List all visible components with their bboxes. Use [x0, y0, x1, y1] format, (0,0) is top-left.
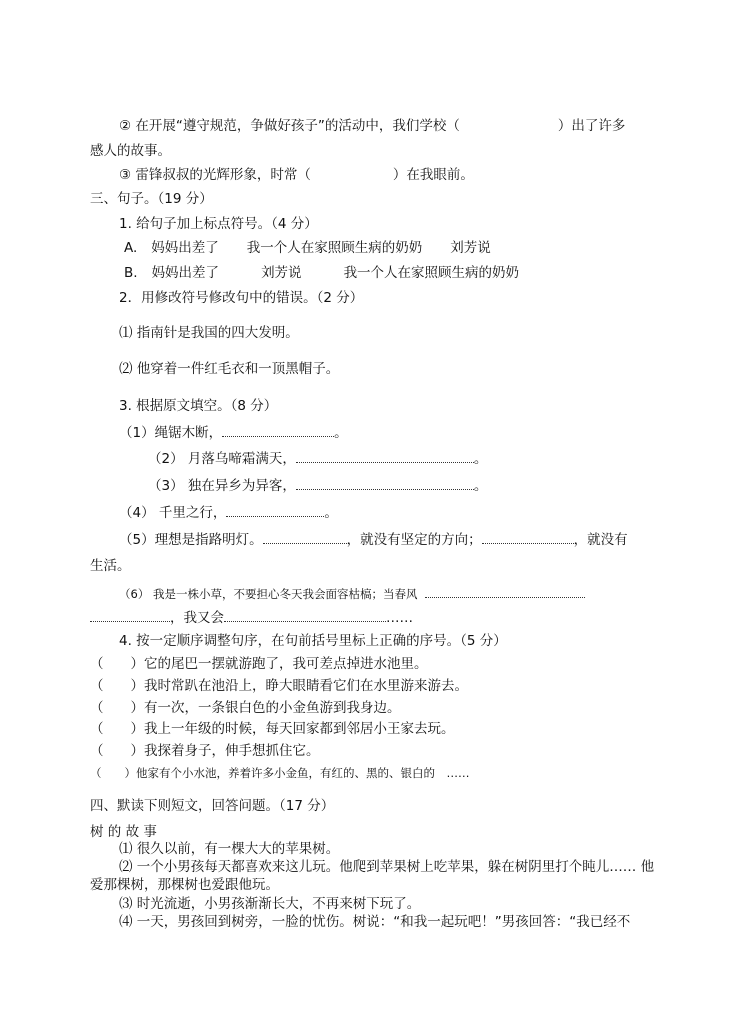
question-item-2: ② 在开展“遵守规范，争做好孩子”的活动中，我们学校（ ）出了许多	[119, 118, 626, 134]
q3-item-1: （1）绳锯木断， 。	[119, 425, 348, 441]
q3-title: 3. 根据原文填空。（8 分）	[119, 398, 278, 414]
story-paragraph-2: ⑵ 一个小男孩每天都喜欢来这儿玩。他爬到苹果树上吃苹果，躲在树阴里打个盹儿…… 他	[119, 859, 655, 875]
answer-blank[interactable]	[296, 450, 474, 463]
q4-item-3: （ ）有一次，一条银白色的小金鱼游到我身边。	[90, 700, 401, 716]
q3-item-5-cont: 生活。	[90, 558, 131, 574]
answer-blank[interactable]	[482, 531, 574, 544]
q3-item-4: （4） 千里之行， 。	[119, 505, 338, 521]
answer-blank[interactable]	[226, 504, 324, 517]
section-4-heading: 四、默读下则短文，回答问题。（17 分）	[90, 798, 335, 814]
story-paragraph-3: ⑶ 时光流逝，小男孩渐渐长大，不再来树下玩了。	[119, 896, 421, 912]
q1-option-b: B. 妈妈出差了 刘芳说 我一个人在家照顾生病的奶奶	[124, 265, 520, 281]
answer-blank[interactable]	[263, 531, 347, 544]
q4-item-1: （ ）它的尾巴一摆就游跑了，我可差点掉进水池里。	[90, 656, 428, 672]
order-bracket[interactable]: （ ）	[90, 656, 144, 672]
story-paragraph-4: ⑷ 一天，男孩回到树旁，一脸的忧伤。树说：“和我一起玩吧！”男孩回答：“我已经不	[119, 914, 631, 930]
order-bracket[interactable]: （ ）	[90, 721, 144, 737]
question-item-2-cont: 感人的故事。	[90, 143, 171, 159]
q4-item-4: （ ）我上一年级的时候，每天回家都到邻居小王家去玩。	[90, 721, 455, 737]
q4-title: 4. 按一定顺序调整句序，在句前括号里标上正确的序号。（5 分）	[119, 633, 507, 649]
q2-title: 2．用修改符号修改句中的错误。（2 分）	[119, 290, 364, 306]
q3-item-6-cont: ，我又会 ……	[90, 609, 413, 627]
story-paragraph-2-cont: 爱那棵树，那棵树也爱跟他玩。	[90, 877, 279, 893]
section-3-heading: 三、句子。（19 分）	[90, 191, 213, 207]
answer-blank[interactable]	[296, 477, 474, 490]
q3-item-2: （2） 月落乌啼霜满天， 。	[148, 451, 488, 467]
q3-item-6: （6） 我是一株小草，不要担心冬天我会面容枯槁；当春风	[119, 585, 585, 603]
answer-blank[interactable]	[224, 609, 386, 622]
q3-item-3: （3） 独在异乡为异客， 。	[148, 478, 488, 494]
q1-title: 1. 给句子加上标点符号。（4 分）	[119, 216, 318, 232]
q2-sentence-2: ⑵ 他穿着一件红毛衣和一顶黑帽子。	[119, 361, 340, 377]
question-item-3: ③ 雷锋叔叔的光辉形象，时常（ ）在我眼前。	[119, 167, 474, 183]
answer-blank[interactable]	[90, 609, 170, 622]
q4-item-6: （ ）他家有个小水池，养着许多小金鱼，有红的、黑的、银白的 ……	[90, 766, 470, 780]
order-bracket[interactable]: （ ）	[90, 743, 144, 759]
story-paragraph-1: ⑴ 很久以前，有一棵大大的苹果树。	[119, 841, 340, 857]
story-title: 树 的 故 事	[90, 824, 157, 840]
q1-option-a: A. 妈妈出差了 我一个人在家照顾生病的奶奶 刘芳说	[124, 240, 491, 256]
q3-item-5: （5）理想是指路明灯。 ，就没有坚定的方向； ，就没有	[119, 532, 628, 548]
q4-item-2: （ ）我时常趴在池沿上，睁大眼睛看它们在水里游来游去。	[90, 678, 468, 694]
order-bracket[interactable]: （ ）	[90, 700, 144, 716]
q2-sentence-1: ⑴ 指南针是我国的四大发明。	[119, 325, 299, 341]
q4-item-5: （ ）我探着身子，伸手想抓住它。	[90, 743, 320, 759]
answer-blank[interactable]	[425, 585, 585, 598]
order-bracket[interactable]: （ ）	[90, 766, 136, 780]
answer-blank[interactable]	[222, 424, 334, 437]
order-bracket[interactable]: （ ）	[90, 678, 144, 694]
